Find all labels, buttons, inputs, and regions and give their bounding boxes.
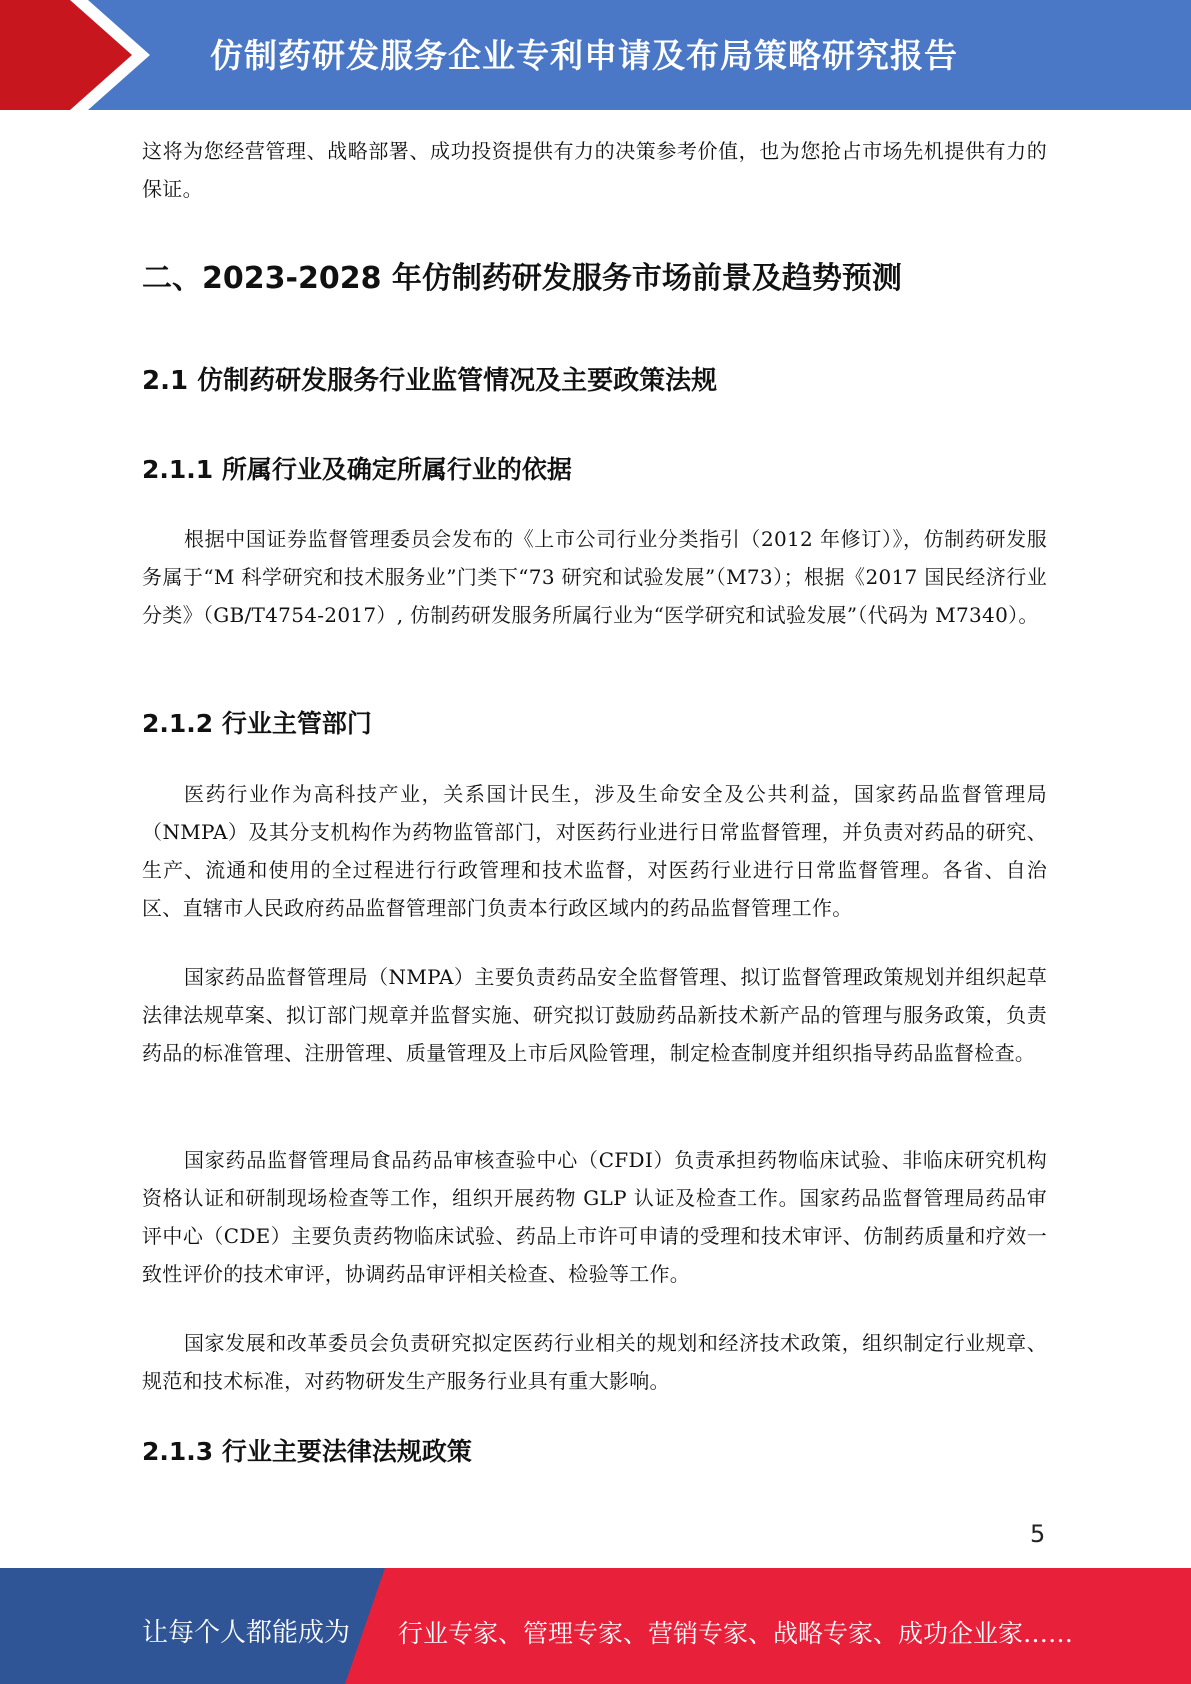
footer-slogan-right: 行业专家、管理专家、营销专家、战略专家、成功企业家…… [398, 1619, 1074, 1648]
section-2-1-2-paragraph: 国家药品监督管理局食品药品审核查验中心（CFDI）负责承担药物临床试验、非临床研究机构资格认证和研制现场检查等工作，组织开展药物 GLP 认证及检查工作。国家药品监督管理局药品审评中心（CDE）主要负责药物临床试验、药品上市许可申请的受理和技术审评、仿制药质量和疗效一致性评价的技术审评，协调药品审评相关检查、检验等工作。 [142, 1148, 1047, 1286]
section-2-1-2-paragraph-2-block [142, 958, 1047, 1072]
chevron-arrow-icon [0, 0, 160, 110]
section-2-1-2-paragraph-4-block [142, 1324, 1047, 1400]
intro-paragraph-block [142, 132, 1047, 208]
section-2-1-1-block [142, 520, 1047, 634]
intro-paragraph: 这将为您经营管理、战略部署、成功投资提供有力的决策参考价值，也为您抢占市场先机提供有力的保证。 [142, 139, 1047, 201]
report-title: 仿制药研发服务企业专利申请及布局策略研究报告 [210, 36, 958, 75]
header-banner [0, 0, 1191, 110]
section-2-1-3-heading: 2.1.3 行业主要法律法规政策 [142, 1437, 472, 1466]
footer-slogan-left: 让每个人都能成为 [142, 1618, 351, 1648]
section-2-1-2-paragraph: 国家药品监督管理局（NMPA）主要负责药品安全监督管理、拟订监督管理政策规划并组织起草法律法规草案、拟订部门规章并监督实施、研究拟订鼓励药品新技术新产品的管理与服务政策，负责药品的标准管理、注册管理、质量管理及上市后风险管理，制定检查制度并组织指导药品监督检查。 [142, 965, 1047, 1065]
section-2-1-2-paragraph: 国家发展和改革委员会负责研究拟定医药行业相关的规划和经济技术政策，组织制定行业规章、规范和技术标准，对药物研发生产服务行业具有重大影响。 [142, 1331, 1047, 1393]
page-number: 5 [1030, 1520, 1046, 1548]
section-2-1-heading: 2.1 仿制药研发服务行业监管情况及主要政策法规 [142, 366, 718, 396]
section-2-heading: 二、2023-2028 年仿制药研发服务市场前景及趋势预测 [142, 261, 902, 296]
section-2-1-2-paragraph-3-block [142, 1141, 1047, 1293]
section-2-1-1-heading: 2.1.1 所属行业及确定所属行业的依据 [142, 455, 572, 484]
section-2-1-2-paragraph-1-block [142, 775, 1047, 927]
section-2-1-2-paragraph: 医药行业作为高科技产业，关系国计民生，涉及生命安全及公共利益，国家药品监督管理局（NMPA）及其分支机构作为药物监管部门，对医药行业进行日常监督管理，并负责对药品的研究、生产、流通和使用的全过程进行行政管理和技术监督，对医药行业进行日常监督管理。各省、自治区、直辖市人民政府药品监督管理部门负责本行政区域内的药品监督管理工作。 [142, 782, 1047, 920]
section-2-1-1-paragraph: 根据中国证券监督管理委员会发布的《上市公司行业分类指引（2012 年修订）》，仿制药研发服务属于“M 科学研究和技术服务业”门类下“73 研究和试验发展”（M73）；根据《2017 国民经济行业分类》（GB/T4754-2017）, 仿制药研发服务所属行业为“医学研究和试验发展”（代码为 M7340）。 [142, 527, 1047, 627]
section-2-1-2-heading: 2.1.2 行业主管部门 [142, 709, 372, 738]
